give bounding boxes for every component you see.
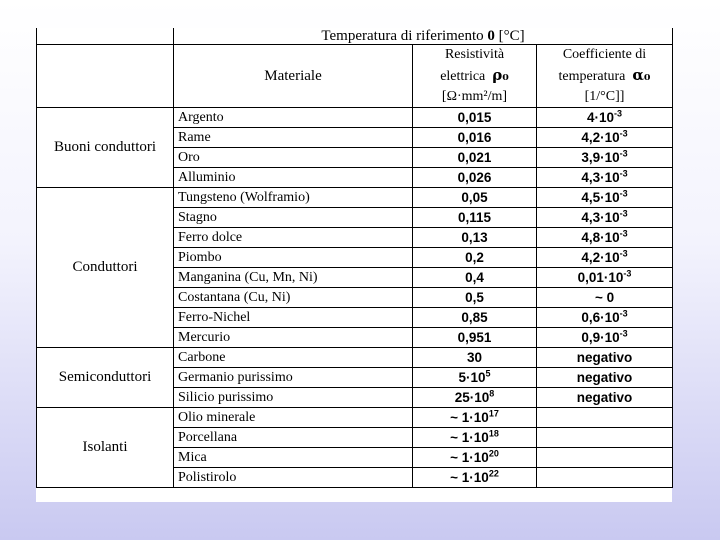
coefficient-value: 0,9·10: [581, 329, 620, 345]
coefficient-cell: [537, 468, 673, 488]
resistivity-cell: [413, 468, 537, 488]
resistivity-cell: [413, 168, 537, 188]
material-cell: [174, 388, 413, 408]
resistivity-cell: [413, 188, 537, 208]
material-cell: [174, 148, 413, 168]
table-row: [37, 348, 673, 368]
material-name: Carbone: [178, 349, 226, 365]
material-cell: [174, 408, 413, 428]
resistivity-value: ~ 1·10: [450, 469, 489, 485]
table-row: [37, 108, 673, 128]
resistivity-value: 0,951: [457, 329, 492, 345]
resistivity-cell: [413, 328, 537, 348]
coefficient-value: 3,9·10: [581, 149, 620, 165]
material-name: Tungsteno (Wolframio): [178, 189, 310, 205]
coefficient-cell: [537, 148, 673, 168]
coefficient-exponent: -3: [619, 248, 628, 258]
resistivity-cell: [413, 448, 537, 468]
coefficient-value: 4·10: [586, 109, 615, 125]
material-cell: [174, 328, 413, 348]
resistivity-value: 0,85: [461, 309, 488, 325]
coefficient-value: 0,6·10: [581, 309, 620, 325]
coefficient-exponent: -3: [619, 228, 628, 238]
material-name: Argento: [178, 109, 224, 125]
resistivity-value: 30: [466, 349, 483, 365]
resistivity-value: ~ 1·10: [450, 449, 489, 465]
resistivity-cell: [413, 368, 537, 388]
category-cell: Buoni conduttori: [37, 108, 174, 188]
resistivity-value: 0,115: [457, 209, 492, 225]
coefficient-cell: [537, 248, 673, 268]
category-cell: Isolanti: [37, 408, 174, 488]
resistivity-value: 0,015: [457, 109, 492, 125]
coefficient-exponent: -3: [623, 268, 632, 278]
slide-content: [36, 28, 672, 502]
coefficient-cell: [537, 348, 673, 368]
coefficient-value: 4,3·10: [581, 209, 620, 225]
material-name: Ferro dolce: [178, 229, 243, 245]
coefficient-value: negativo: [576, 389, 633, 405]
resistivity-cell: [413, 148, 537, 168]
material-name: Germanio purissimo: [178, 369, 293, 385]
material-cell: [174, 368, 413, 388]
material-cell: [174, 208, 413, 228]
material-cell: [174, 248, 413, 268]
resistivity-cell: [413, 428, 537, 448]
material-cell: [174, 428, 413, 448]
coefficient-cell: [537, 448, 673, 468]
resistivity-value: 0,05: [461, 189, 488, 205]
table-row: [37, 408, 673, 428]
material-name: Olio minerale: [178, 409, 256, 425]
resistivity-value: 5·10: [458, 369, 486, 385]
resistivity-value: 0,016: [457, 129, 492, 145]
coefficient-cell: [537, 328, 673, 348]
coefficient-value: 0,01·10: [577, 269, 624, 285]
material-name: Silicio purissimo: [178, 389, 274, 405]
coefficient-cell: [537, 268, 673, 288]
resistivity-header: Resistività elettrica ρ₀ [Ω·mm²/m]: [413, 45, 537, 108]
coefficient-cell: [537, 368, 673, 388]
material-name: Porcellana: [178, 429, 238, 445]
resistivity-cell: [413, 288, 537, 308]
resistivity-cell: [413, 248, 537, 268]
resistivity-value: 0,13: [461, 229, 488, 245]
resistivity-value: 0,2: [465, 249, 484, 265]
resistivity-value: ~ 1·10: [450, 429, 489, 445]
material-cell: [174, 268, 413, 288]
coefficient-value: 4,3·10: [581, 169, 620, 185]
resistivity-cell: [413, 308, 537, 328]
material-cell: [174, 188, 413, 208]
resistivity-cell: [413, 128, 537, 148]
resistivity-cell: [413, 268, 537, 288]
coefficient-value: negativo: [576, 349, 633, 365]
coefficient-cell: [537, 108, 673, 128]
resistivity-exponent: 18: [488, 428, 499, 438]
coefficient-header: Coefficiente di temperatura α₀ [1/°C]]: [537, 45, 673, 108]
material-cell: [174, 348, 413, 368]
category-cell: Conduttori: [37, 188, 174, 348]
resistivity-value: ~ 1·10: [450, 409, 489, 425]
coefficient-cell: [537, 128, 673, 148]
resistivity-value: 0,4: [465, 269, 484, 285]
coefficient-exponent: -3: [619, 208, 628, 218]
coefficient-exponent: -3: [619, 148, 628, 158]
coefficient-exponent: -3: [614, 108, 623, 118]
material-name: Polistirolo: [178, 469, 237, 485]
coefficient-value: 4,2·10: [581, 129, 620, 145]
material-cell: [174, 448, 413, 468]
material-header: Materiale: [174, 45, 413, 108]
header-row: [37, 45, 673, 108]
coefficient-value: negativo: [576, 369, 633, 385]
material-name: Oro: [178, 149, 200, 165]
material-name: Stagno: [178, 209, 217, 225]
coefficient-exponent: -3: [619, 308, 628, 318]
resistivity-value: 0,5: [465, 289, 484, 305]
table-title: Temperatura di riferimento 0 [°C]: [174, 28, 673, 45]
resistivity-cell: [413, 228, 537, 248]
resistivity-cell: [413, 108, 537, 128]
resistivity-cell: [413, 388, 537, 408]
material-cell: [174, 168, 413, 188]
resistivity-exponent: 17: [488, 408, 499, 418]
resistivity-cell: [413, 408, 537, 428]
material-name: Costantana (Cu, Ni): [178, 289, 291, 305]
resistivity-exponent: 22: [488, 468, 499, 478]
coefficient-value: 4,5·10: [581, 189, 620, 205]
coefficient-cell: [537, 168, 673, 188]
coefficient-exponent: -3: [619, 168, 628, 178]
material-name: Mercurio: [178, 329, 231, 345]
resistivity-exponent: 8: [489, 388, 495, 398]
material-cell: [174, 468, 413, 488]
material-cell: [174, 288, 413, 308]
coefficient-cell: [537, 228, 673, 248]
coefficient-cell: [537, 288, 673, 308]
material-name: Mica: [178, 449, 207, 465]
coefficient-exponent: -3: [619, 128, 628, 138]
resistivity-value: 0,026: [457, 169, 492, 185]
material-name: Manganina (Cu, Mn, Ni): [178, 269, 318, 285]
resistivity-value: 0,021: [457, 149, 492, 165]
material-name: Ferro-Nichel: [178, 309, 251, 325]
coefficient-value: 4,2·10: [581, 249, 620, 265]
coefficient-exponent: -3: [619, 188, 628, 198]
coefficient-exponent: -3: [619, 328, 628, 338]
material-name: Alluminio: [178, 169, 236, 185]
resistivity-value: 25·10: [454, 389, 490, 405]
coefficient-value: 4,8·10: [581, 229, 620, 245]
coefficient-value: ~ 0: [594, 289, 615, 305]
resistivity-exponent: 5: [485, 368, 491, 378]
table-row: [37, 188, 673, 208]
coefficient-cell: [537, 188, 673, 208]
material-cell: [174, 108, 413, 128]
coefficient-cell: [537, 408, 673, 428]
material-name: Rame: [178, 129, 211, 145]
coefficient-cell: [537, 208, 673, 228]
coefficient-cell: [537, 308, 673, 328]
resistivity-exponent: 20: [488, 448, 499, 458]
resistivity-table: [36, 28, 673, 488]
material-cell: [174, 228, 413, 248]
material-name: Piombo: [178, 249, 222, 265]
coefficient-cell: [537, 388, 673, 408]
material-cell: [174, 308, 413, 328]
coefficient-cell: [537, 428, 673, 448]
category-cell: Semiconduttori: [37, 348, 174, 408]
material-cell: [174, 128, 413, 148]
table-body: [37, 108, 673, 488]
resistivity-cell: [413, 208, 537, 228]
resistivity-cell: [413, 348, 537, 368]
